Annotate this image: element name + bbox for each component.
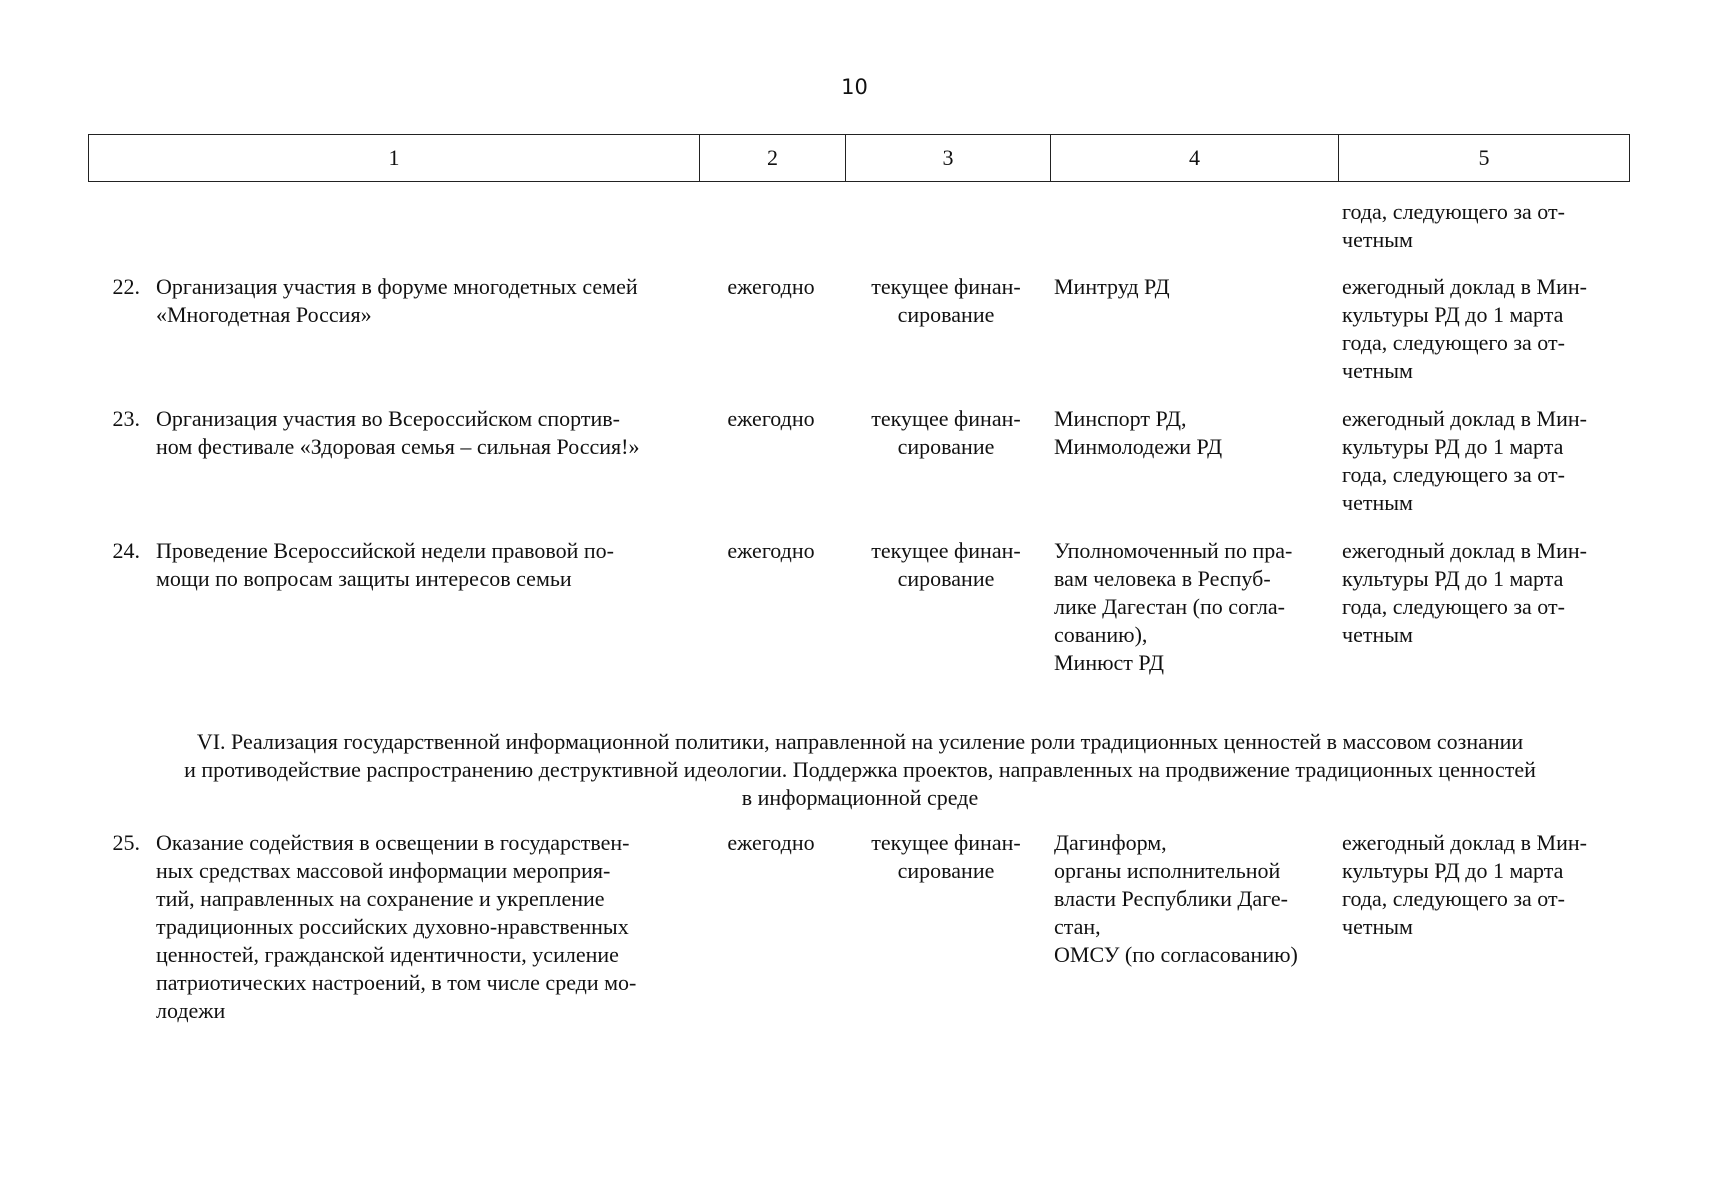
header-col-4: 4 <box>1051 135 1339 181</box>
text-line: культуры РД до 1 марта <box>1342 302 1564 327</box>
text-line: четным <box>1342 358 1413 383</box>
text-line: Уполномоченный по пра- <box>1054 538 1293 563</box>
text-line: сирование <box>897 566 995 591</box>
text-line: в информационной среде <box>741 785 979 810</box>
text-line: патриотических настроений, в том числе среди мо- <box>156 970 637 995</box>
text-line: сирование <box>897 858 995 883</box>
funding <box>846 537 1046 593</box>
row-number: 23. <box>112 406 140 431</box>
text-line: ежегодный доклад в Мин- <box>1342 830 1587 855</box>
report <box>1342 829 1632 941</box>
text-line: тий, направленных на сохранение и укрепление <box>156 886 605 911</box>
text-line: Минтруд РД <box>1054 274 1170 299</box>
text-line: власти Республики Даге- <box>1054 886 1288 911</box>
text-line: четным <box>1342 914 1413 939</box>
header-col-3: 3 <box>846 135 1051 181</box>
activity-name <box>156 273 692 329</box>
text-line: Оказание содействия в освещении в государствен- <box>156 830 630 855</box>
text-line: сирование <box>897 302 995 327</box>
activity-name <box>156 829 692 1025</box>
header-col-5: 5 <box>1478 145 1490 170</box>
term: ежегодно <box>727 274 815 299</box>
text-line: ежегодный доклад в Мин- <box>1342 274 1587 299</box>
text-line: ежегодный доклад в Мин- <box>1342 406 1587 431</box>
term: ежегодно <box>727 830 815 855</box>
continuation-report <box>1342 198 1632 254</box>
text-line: года, следующего за от- <box>1342 886 1565 911</box>
text-line: Минюст РД <box>1054 650 1165 675</box>
header-col-1: 1 <box>89 135 700 181</box>
executor <box>1054 537 1342 677</box>
row-number: 22. <box>112 274 140 299</box>
text-line: культуры РД до 1 марта <box>1342 858 1564 883</box>
text-line: ежегодный доклад в Мин- <box>1342 538 1587 563</box>
term: ежегодно <box>727 406 815 431</box>
text-line: года, следующего за от- <box>1342 462 1565 487</box>
text-line: VI. Реализация государственной информационной политики, направленной на усиление роли традиционных ценностей в массовом сознании <box>196 729 1524 754</box>
text-line: Проведение Всероссийской недели правовой по- <box>156 538 614 563</box>
text-line: текущее финан- <box>871 538 1021 563</box>
text-line: ценностей, гражданской идентичности, усиление <box>156 942 619 967</box>
text-line: четным <box>1342 622 1413 647</box>
text-line: культуры РД до 1 марта <box>1342 566 1564 591</box>
row-number: 24. <box>112 538 140 563</box>
text-line: ных средствах массовой информации мероприя- <box>156 858 611 883</box>
text-line: четным <box>1342 227 1413 252</box>
text-line: традиционных российских духовно-нравственных <box>156 914 629 939</box>
table-header <box>88 134 1630 182</box>
text-line: года, следующего за от- <box>1342 594 1565 619</box>
page-number: 10 <box>841 75 868 99</box>
header-col-2: 2 <box>700 135 846 181</box>
funding <box>846 829 1046 885</box>
text-line: четным <box>1342 490 1413 515</box>
activity-name <box>156 405 692 461</box>
report <box>1342 273 1632 385</box>
text-line: «Многодетная Россия» <box>156 302 372 327</box>
funding <box>846 273 1046 329</box>
text-line: года, следующего за от- <box>1342 199 1565 224</box>
text-line: мощи по вопросам защиты интересов семьи <box>156 566 572 591</box>
executor <box>1054 273 1342 301</box>
term: ежегодно <box>727 538 815 563</box>
text-line: вам человека в Респуб- <box>1054 566 1271 591</box>
executor <box>1054 405 1342 461</box>
text-line: органы исполнительной <box>1054 858 1281 883</box>
text-line: Минспорт РД, <box>1054 406 1187 431</box>
text-line: текущее финан- <box>871 830 1021 855</box>
text-line: Дагинформ, <box>1054 830 1167 855</box>
text-line: Минмолодежи РД <box>1054 434 1223 459</box>
section-heading <box>100 728 1620 812</box>
text-line: Организация участия во Всероссийском спортив- <box>156 406 620 431</box>
row-number: 25. <box>112 830 140 855</box>
text-line: лодежи <box>156 998 226 1023</box>
text-line: ОМСУ (по согласованию) <box>1054 942 1298 967</box>
text-line: Организация участия в форуме многодетных семей <box>156 274 638 299</box>
text-line: культуры РД до 1 марта <box>1342 434 1564 459</box>
text-line: текущее финан- <box>871 274 1021 299</box>
text-line: сованию), <box>1054 622 1148 647</box>
text-line: лике Дагестан (по согла- <box>1054 594 1285 619</box>
report <box>1342 405 1632 517</box>
text-line: ном фестивале «Здоровая семья – сильная Россия!» <box>156 434 640 459</box>
funding <box>846 405 1046 461</box>
activity-name <box>156 537 692 593</box>
text-line: года, следующего за от- <box>1342 330 1565 355</box>
report <box>1342 537 1632 649</box>
text-line: текущее финан- <box>871 406 1021 431</box>
text-line: и противодействие распространению деструктивной идеологии. Поддержка проектов, направленных на продвижение традиционных ценностей <box>184 757 1536 782</box>
text-line: стан, <box>1054 914 1101 939</box>
text-line: сирование <box>897 434 995 459</box>
executor <box>1054 829 1342 969</box>
